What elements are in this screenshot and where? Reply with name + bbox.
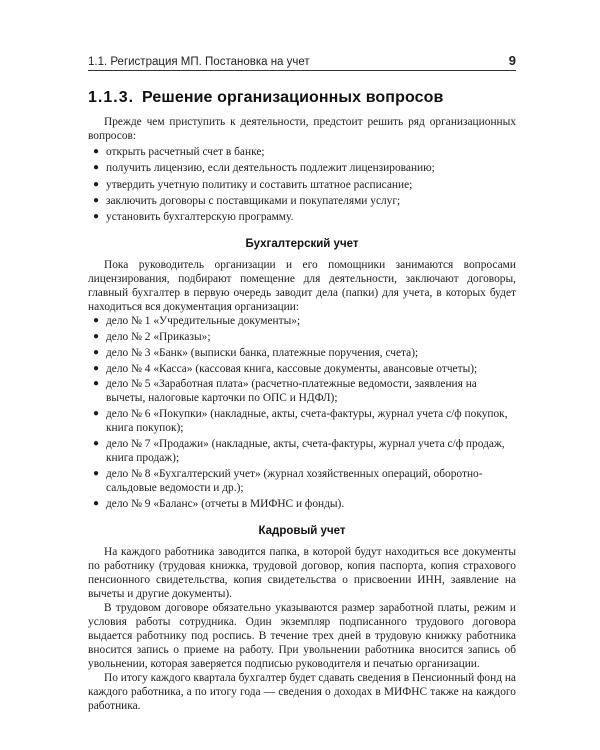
list-item: [88, 437, 516, 465]
list-item: [88, 210, 516, 224]
bullet-icon: ●: [93, 346, 100, 358]
list-item: [88, 497, 516, 511]
list-item-text: дело № 5 «Заработная плата» (расчетно-платежные ведомости, заявления на вычеты, налоговые карточки по ОПС и НДФЛ);: [106, 378, 477, 405]
list-item-text: дело № 8 «Бухгалтерский учет» (журнал хозяйственных операций, оборотно-сальдовые ведомости и др.);: [106, 467, 483, 494]
header-rule: [88, 70, 516, 71]
list-item-text: дело № 4 «Касса» (кассовая книга, кассовые документы, авансовые отчеты);: [106, 362, 478, 375]
list-item: [88, 330, 516, 344]
list-item-text: дело № 2 «Приказы»;: [106, 330, 211, 343]
bullet-icon: ●: [93, 178, 100, 190]
section-intro: Прежде чем приступить к деятельности, предстоит решить ряд организационных вопросов:: [88, 116, 516, 142]
list-item-text: дело № 3 «Банк» (выписки банка, платежные поручения, счета);: [106, 346, 419, 359]
personnel-paragraph-2: В трудовом договоре обязательно указываются размер заработной платы, режим и условия работы сотрудника. Один экземпляр подписанного трудового договора выдается работнику под роспись. В течение трех дней в трудовую книжку работника вносится запись о приеме на работу. При увольнении работника вносится запись об увольнении, которая заверяется подписью руководителя и печатью организации.: [88, 601, 516, 670]
list-item-text: дело № 6 «Покупки» (накладные, акты, счета-фактуры, журнал учета с/ф покупок, книга покупок);: [106, 408, 508, 435]
bullet-icon: ●: [93, 362, 100, 374]
bullet-icon: ●: [93, 162, 100, 174]
list-item: [88, 178, 516, 192]
page-content: [88, 89, 516, 713]
list-item-text: дело № 9 «Баланс» (отчеты в МИФНС и фонды).: [106, 497, 345, 510]
bullet-icon: ●: [93, 330, 100, 342]
bullet-icon: ●: [93, 146, 100, 157]
bullet-icon: ●: [93, 378, 100, 390]
list-item: [88, 467, 516, 495]
org-issues-list: [88, 145, 516, 224]
list-item: [88, 407, 516, 435]
section-title: Решение организационных вопросов: [142, 89, 444, 106]
list-item: [88, 145, 516, 159]
list-item-text: установить бухгалтерскую программу.: [106, 211, 294, 224]
personnel-heading: Кадровый учет: [258, 524, 346, 537]
running-head: [88, 53, 516, 68]
list-item-text: утвердить учетную политику и составить штатное расписание;: [106, 178, 413, 191]
page-number: 9: [508, 53, 516, 68]
accounting-heading: Бухгалтерский учет: [245, 238, 359, 251]
bullet-icon: ●: [93, 211, 100, 223]
list-item: [88, 377, 516, 405]
list-item: [88, 194, 516, 208]
list-item-text: получить лицензию, если деятельность подлежит лицензированию;: [106, 162, 435, 175]
list-item: [88, 161, 516, 175]
bullet-icon: ●: [93, 408, 100, 420]
list-item-text: заключить договоры с поставщиками и покупателями услуг;: [106, 194, 401, 207]
section-number: 1.1.3.: [88, 89, 135, 106]
list-item-text: открыть расчетный счет в банке;: [106, 146, 265, 158]
bullet-icon: ●: [93, 194, 100, 206]
accounting-paragraph: Пока руководитель организации и его помощники занимаются вопросами лицензирования, подбирают помещение для деятельности, заключают договоры, главный бухгалтер в первую очередь заводит дела (папки) для учета, в которых будет находиться вся документация организации:: [88, 259, 516, 314]
bullet-icon: ●: [93, 315, 100, 327]
list-item: [88, 362, 516, 376]
list-item-text: дело № 1 «Учредительные документы»;: [106, 315, 301, 328]
running-title: 1.1. Регистрация МП. Постановка на учет: [88, 56, 310, 68]
section-heading: [88, 89, 516, 107]
bullet-icon: ●: [93, 497, 100, 509]
list-item-text: дело № 7 «Продажи» (накладные, акты, счета-фактуры, журнал учета с/ф продаж, книга продаж);: [106, 437, 505, 464]
list-item: [88, 314, 516, 328]
bullet-icon: ●: [93, 437, 100, 449]
personnel-paragraph-3: По итогу каждого квартала бухгалтер будет сдавать сведения в Пенсионный фонд на каждого работника, а по итогу года — сведения о доходах в МИФНС также на каждого работника.: [88, 671, 516, 712]
case-files-list: [88, 314, 516, 510]
bullet-icon: ●: [93, 467, 100, 479]
list-item: [88, 346, 516, 360]
personnel-paragraph-1: На каждого работника заводится папка, в которой будут находиться все документы по работнику (трудовая книжка, трудовой договор, копия паспорта, копия страхового пенсионного свидетельства, копия свидетельства о присвоении ИНН, заявление на вычеты и другие документы).: [88, 545, 516, 600]
